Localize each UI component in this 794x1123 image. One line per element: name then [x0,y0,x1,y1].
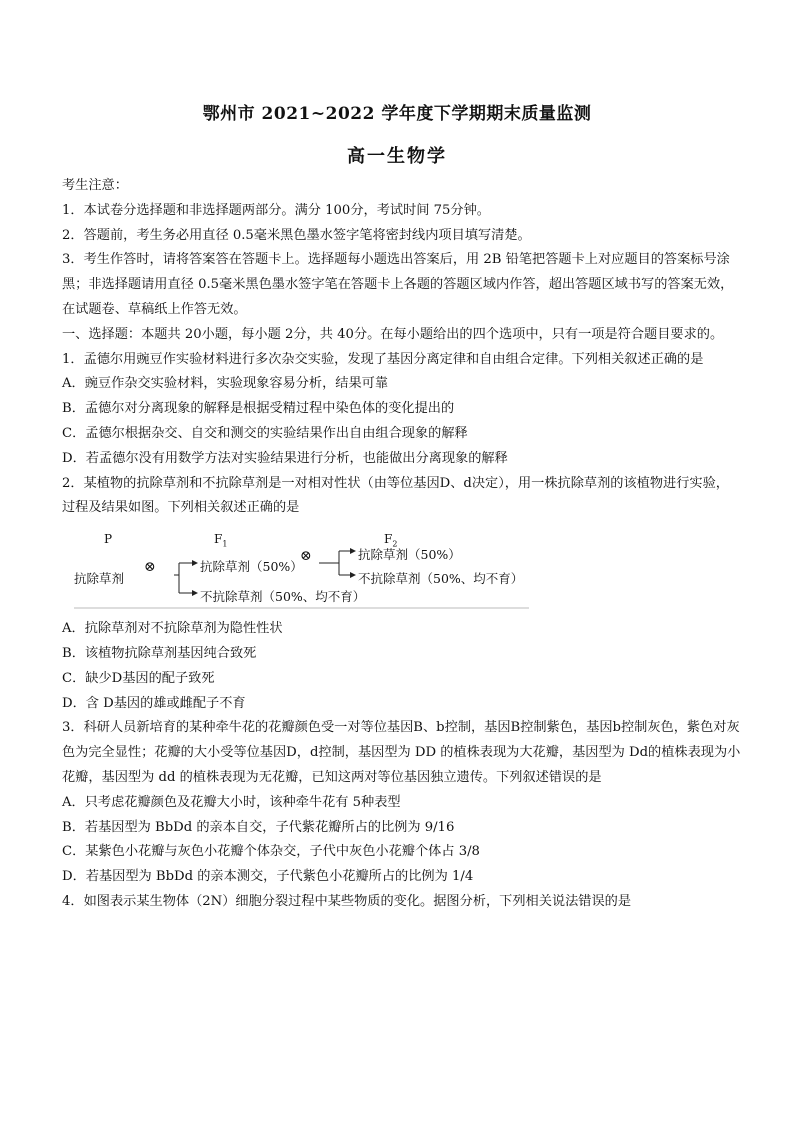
question-option: B．孟德尔对分离现象的解释是根据受精过程中染色体的变化提出的 [62,401,455,417]
notice-item: 3．考生作答时，请将答案答在答题卡上。选择题每小题选出答案后，用 2B 铅笔把答题卡上对应题目的答案标号涂黑；非选择题请用直径 0.5毫米黑色墨水签字笔在答题卡上各题的答题区域内作答，超出答题区域书写的答案无效，在试题卷、草稿纸上作答无效。 [62,252,734,317]
exam-title: 鄂州市 2021~2022 学年度下学期期末质量监测 [202,104,592,124]
inheritance-diagram [74,527,534,613]
generation-f2-letter: F [384,532,393,547]
question-stem: 3．科研人员新培育的某种牵牛花的花瓣颜色受一对等位基因B、b控制，基因B控制紫色，基因b控制灰色，紫色对灰色为完全显性；花瓣的大小受等位基因D，d控制，基因型为 DD 的植株表现为大花瓣，基因型为 Dd的植株表现为小花瓣，基因型为 dd 的植株表现为无花瓣，已知这两对等位基因独立遗传。下列叙述错误的是 [62,720,741,785]
question-stem: 4．如图表示某生物体（2N）细胞分裂过程中某些物质的变化。据图分析，下列相关说法错误的是 [62,893,632,909]
generation-f1-letter: F [214,532,223,547]
question-option: C．缺少D基因的配子致死 [62,670,215,686]
selfing-symbol: ⊗ [144,559,156,576]
question-option: A．豌豆作杂交实验材料，实验现象容易分析，结果可靠 [62,376,389,392]
f1-phenotype-resistant: 抗除草剂（50%） [200,559,303,575]
generation-f1-subscript: 1 [222,539,228,549]
question-option: C．孟德尔根据杂交、自交和测交的实验结果作出自由组合现象的解释 [62,425,468,441]
exam-subject: 高一生物学 [347,146,447,167]
f2-phenotype-resistant: 抗除草剂（50%） [358,547,461,563]
generation-f2-subscript: 2 [392,539,398,549]
question-stem: 2．某植物的抗除草剂和不抗除草剂是一对相对性状（由等位基因D、d决定），用一株抗除草剂的该植物进行实验，过程及结果如图。下列相关叙述正确的是 [62,475,729,516]
notice-heading: 考生注意： [62,178,128,193]
exam-body [62,174,742,915]
question-option: A．只考虑花瓣颜色及花瓣大小时，该种牵牛花有 5种表型 [62,794,401,810]
notice-item: 2．答题前，考生务必用直径 0.5毫米黑色墨水签字笔将密封线内项目填写清楚。 [62,227,531,243]
question-option: B．该植物抗除草剂基因纯合致死 [62,645,257,661]
question-option: D．含 D基因的雄或雌配子不育 [62,695,246,711]
section-intro: 一、选择题：本题共 20小题，每小题 2分，共 40分。在每小题给出的四个选项中，只有一项是符合题目要求的。 [62,326,724,342]
generation-p-label: P [104,532,113,547]
parent-phenotype: 抗除草剂 [74,571,125,587]
f1-phenotype-nonresistant: 不抗除草剂（50%、均不育） [200,589,366,605]
question-option: C．某紫色小花瓣与灰色小花瓣个体杂交，子代中灰色小花瓣个体占 3/8 [62,844,480,860]
question-stem: 1．孟德尔用豌豆作实验材料进行多次杂交实验，发现了基因分离定律和自由组合定律。下列相关叙述正确的是 [62,351,704,367]
selfing-symbol: ⊗ [300,548,312,565]
generation-f1-label [214,527,227,557]
question-option: D．若孟德尔没有用数学方法对实验结果进行分析，也能做出分离现象的解释 [62,450,508,466]
question-option: A．抗除草剂对不抗除草剂为隐性性状 [62,621,283,637]
notice-item: 1．本试卷分选择题和非选择题两部分。满分 100分，考试时间 75分钟。 [62,202,490,218]
question-option: B．若基因型为 BbDd 的亲本自交，子代紫花瓣所占的比例为 9/16 [62,819,455,835]
question-option: D．若基因型为 BbDd 的亲本测交，子代紫色小花瓣所占的比例为 1/4 [62,869,474,885]
f2-phenotype-nonresistant: 不抗除草剂（50%、均不育） [358,571,524,587]
